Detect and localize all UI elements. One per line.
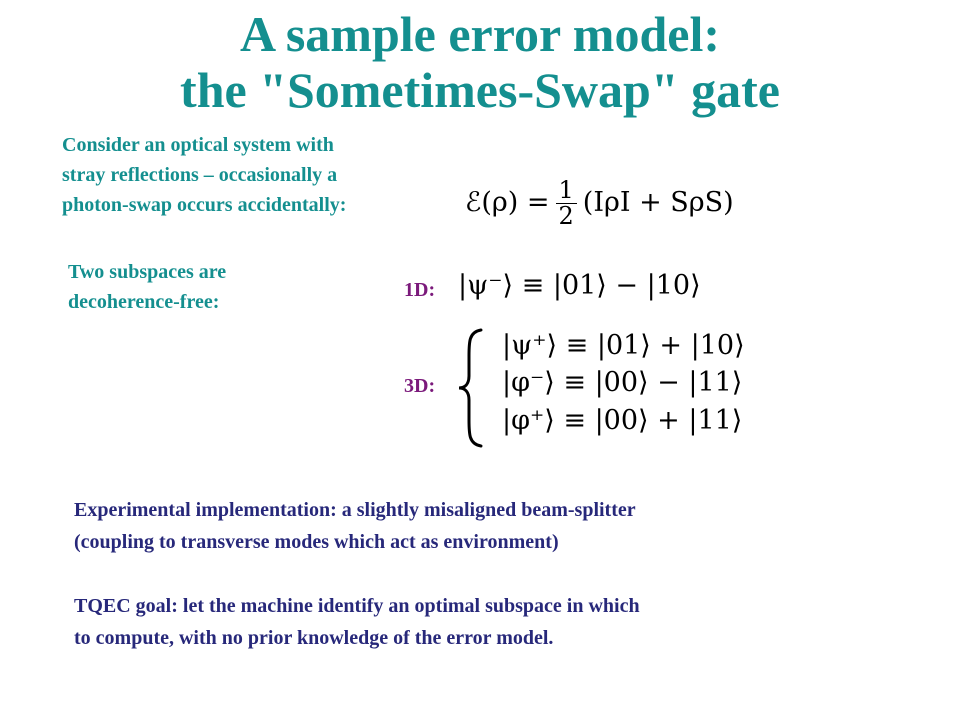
fraction-numerator: 1	[556, 178, 577, 204]
experimental-line-2: (coupling to transverse modes which act as environment)	[74, 531, 559, 553]
intro-line-3: photon-swap occurs accidentally:	[62, 194, 347, 216]
intro-line-2: stray reflections – occasionally a	[62, 164, 338, 186]
phi-minus-equation: |φ⁻⟩ ≡ |00⟩ − |11⟩	[502, 367, 743, 398]
goal-line-1: TQEC goal: let the machine identify an optimal subspace in which	[74, 595, 640, 617]
experimental-line-1: Experimental implementation: a slightly misaligned beam-splitter	[74, 499, 636, 521]
phi-plus-equation: |φ⁺⟩ ≡ |00⟩ + |11⟩	[502, 405, 743, 436]
channel-equation	[465, 178, 734, 229]
slide-title-line-1: A sample error model:	[239, 6, 720, 62]
one-d-label: 1D:	[404, 279, 436, 301]
one-half-fraction	[556, 178, 577, 229]
intro-paragraph	[62, 130, 462, 220]
subspaces-line-2: decoherence-free:	[68, 291, 220, 313]
goal-line-2: to compute, with no prior knowledge of the error model.	[74, 627, 554, 649]
subspaces-paragraph	[68, 257, 368, 317]
three-d-label: 3D:	[404, 375, 436, 397]
channel-lhs: ℰ(ρ) =	[465, 187, 550, 219]
psi-minus-equation: |ψ⁻⟩ ≡ |01⟩ − |10⟩	[458, 270, 701, 301]
fraction-denominator: 2	[558, 202, 574, 231]
intro-line-1: Consider an optical system with	[62, 134, 334, 156]
left-brace-icon	[455, 328, 487, 448]
psi-plus-equation: |ψ⁺⟩ ≡ |01⟩ + |10⟩	[502, 330, 745, 361]
channel-rhs: (IρI + SρS)	[582, 187, 734, 219]
subspaces-line-1: Two subspaces are	[68, 261, 227, 283]
slide-title-line-2: the "Sometimes-Swap" gate	[180, 62, 780, 118]
